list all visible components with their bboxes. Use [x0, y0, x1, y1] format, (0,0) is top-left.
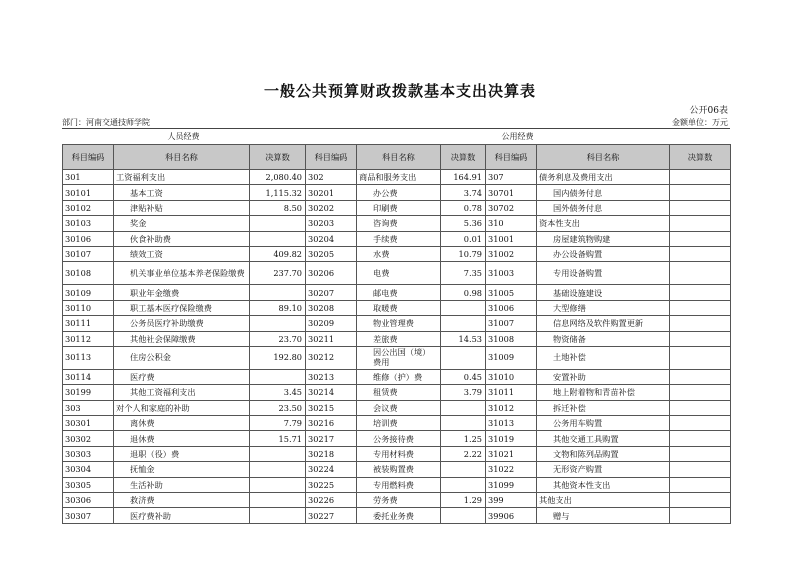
subject-name-cell: 医疗费 — [114, 369, 250, 384]
column-header: 决算数 — [250, 145, 306, 170]
table-row — [63, 493, 731, 508]
table-row — [63, 462, 731, 477]
subject-name-cell: 基本工资 — [114, 185, 250, 200]
amount-cell — [670, 285, 731, 300]
column-header: 决算数 — [441, 145, 486, 170]
subject-code-cell: 30113 — [63, 346, 114, 369]
subject-code-cell: 30209 — [306, 316, 357, 331]
amount-cell — [441, 477, 486, 492]
amount-cell — [250, 285, 306, 300]
subject-name-cell: 专用燃料费 — [357, 477, 441, 492]
table-row — [63, 400, 731, 415]
subject-code-cell: 31005 — [486, 285, 537, 300]
table-body — [63, 170, 731, 524]
subject-code-cell: 30211 — [306, 331, 357, 346]
subject-name-cell: 培训费 — [357, 416, 441, 431]
amount-cell — [670, 316, 731, 331]
column-header: 科目名称 — [357, 145, 441, 170]
subject-name-cell: 水费 — [357, 246, 441, 261]
amount-cell — [250, 508, 306, 523]
subject-code-cell: 30306 — [63, 493, 114, 508]
table-row — [63, 346, 731, 369]
subject-code-cell: 30213 — [306, 369, 357, 384]
unit-label: 金额单位：万元 — [672, 118, 728, 127]
subject-code-cell: 399 — [486, 493, 537, 508]
subject-name-cell: 公务接待费 — [357, 431, 441, 446]
subject-code-cell: 30208 — [306, 300, 357, 315]
column-header: 科目名称 — [537, 145, 670, 170]
page-title: 一般公共预算财政拨款基本支出决算表 — [263, 82, 536, 100]
amount-cell — [670, 385, 731, 400]
amount-cell — [441, 346, 486, 369]
header-rule — [62, 128, 730, 129]
subject-code-cell: 30109 — [63, 285, 114, 300]
subject-code-cell: 30702 — [486, 200, 537, 215]
table-row — [63, 508, 731, 523]
table-row — [63, 416, 731, 431]
table-row — [63, 300, 731, 315]
subject-code-cell: 30215 — [306, 400, 357, 415]
subject-code-cell: 30307 — [63, 508, 114, 523]
subject-code-cell: 30304 — [63, 462, 114, 477]
subject-code-cell: 30218 — [306, 446, 357, 461]
amount-cell — [670, 446, 731, 461]
subject-code-cell: 39906 — [486, 508, 537, 523]
subject-name-cell: 绩效工资 — [114, 246, 250, 261]
subject-code-cell: 31022 — [486, 462, 537, 477]
subject-code-cell: 30199 — [63, 385, 114, 400]
subject-name-cell: 生活补助 — [114, 477, 250, 492]
subject-name-cell: 劳务费 — [357, 493, 441, 508]
subject-name-cell: 物业管理费 — [357, 316, 441, 331]
subject-code-cell: 307 — [486, 170, 537, 185]
amount-cell — [250, 369, 306, 384]
amount-cell — [250, 462, 306, 477]
subject-code-cell: 30224 — [306, 462, 357, 477]
subject-name-cell: 国内债务付息 — [537, 185, 670, 200]
subject-code-cell: 31002 — [486, 246, 537, 261]
amount-cell: 89.10 — [250, 300, 306, 315]
amount-cell — [670, 246, 731, 261]
subject-name-cell: 津贴补贴 — [114, 200, 250, 215]
subject-code-cell: 302 — [306, 170, 357, 185]
amount-cell: 164.91 — [441, 170, 486, 185]
amount-cell — [670, 477, 731, 492]
amount-cell: 0.01 — [441, 231, 486, 246]
amount-cell — [250, 493, 306, 508]
subject-name-cell: 印刷费 — [357, 200, 441, 215]
amount-cell: 0.45 — [441, 369, 486, 384]
subject-code-cell: 30303 — [63, 446, 114, 461]
subject-name-cell: 物资储备 — [537, 331, 670, 346]
subject-code-cell: 310 — [486, 216, 537, 231]
subject-code-cell: 31006 — [486, 300, 537, 315]
amount-cell — [441, 300, 486, 315]
subject-code-cell: 31001 — [486, 231, 537, 246]
subject-code-cell: 30226 — [306, 493, 357, 508]
amount-cell — [441, 462, 486, 477]
subject-name-cell: 其他社会保障缴费 — [114, 331, 250, 346]
subject-name-cell: 土地补偿 — [537, 346, 670, 369]
amount-cell: 3.74 — [441, 185, 486, 200]
amount-cell: 10.79 — [441, 246, 486, 261]
subject-name-cell: 职工基本医疗保险缴费 — [114, 300, 250, 315]
amount-cell: 237.70 — [250, 262, 306, 285]
subject-code-cell: 30204 — [306, 231, 357, 246]
amount-cell: 7.35 — [441, 262, 486, 285]
amount-cell: 0.78 — [441, 200, 486, 215]
subject-code-cell: 30205 — [306, 246, 357, 261]
amount-cell — [670, 200, 731, 215]
column-header: 科目名称 — [114, 145, 250, 170]
subject-name-cell: 医疗费补助 — [114, 508, 250, 523]
subject-code-cell: 30701 — [486, 185, 537, 200]
table-row — [63, 477, 731, 492]
amount-cell: 5.36 — [441, 216, 486, 231]
amount-cell — [670, 508, 731, 523]
amount-cell — [670, 369, 731, 384]
subject-name-cell: 安置补助 — [537, 369, 670, 384]
subject-code-cell: 30111 — [63, 316, 114, 331]
table-row — [63, 369, 731, 384]
subject-name-cell: 救济费 — [114, 493, 250, 508]
subject-name-cell: 其他工资福利支出 — [114, 385, 250, 400]
table-row — [63, 331, 731, 346]
table-row — [63, 246, 731, 261]
subject-name-cell: 机关事业单位基本养老保险缴费 — [114, 262, 250, 285]
subject-name-cell: 文物和陈列品购置 — [537, 446, 670, 461]
amount-cell: 23.50 — [250, 400, 306, 415]
subject-name-cell: 商品和服务支出 — [357, 170, 441, 185]
column-header: 科目编码 — [486, 145, 537, 170]
subject-name-cell: 其他资本性支出 — [537, 477, 670, 492]
amount-cell: 7.79 — [250, 416, 306, 431]
amount-cell: 2.22 — [441, 446, 486, 461]
table-row — [63, 285, 731, 300]
subject-name-cell: 手续费 — [357, 231, 441, 246]
subject-code-cell: 31011 — [486, 385, 537, 400]
table-row — [63, 185, 731, 200]
amount-cell: 192.80 — [250, 346, 306, 369]
subject-code-cell: 31003 — [486, 262, 537, 285]
subject-code-cell: 30214 — [306, 385, 357, 400]
subject-name-cell: 邮电费 — [357, 285, 441, 300]
amount-cell: 409.82 — [250, 246, 306, 261]
subject-name-cell: 专用材料费 — [357, 446, 441, 461]
subject-name-cell: 地上附着物和青苗补偿 — [537, 385, 670, 400]
amount-cell — [441, 416, 486, 431]
subject-name-cell: 办公费 — [357, 185, 441, 200]
amount-cell — [670, 300, 731, 315]
subject-code-cell: 30305 — [63, 477, 114, 492]
table-header-row — [63, 145, 731, 170]
subject-name-cell: 无形资产购置 — [537, 462, 670, 477]
amount-cell — [441, 508, 486, 523]
subject-name-cell: 债务利息及费用支出 — [537, 170, 670, 185]
subject-code-cell: 303 — [63, 400, 114, 415]
amount-cell — [670, 431, 731, 446]
amount-cell — [670, 170, 731, 185]
table-row — [63, 385, 731, 400]
subject-code-cell: 31009 — [486, 346, 537, 369]
table-row — [63, 231, 731, 246]
amount-cell: 3.45 — [250, 385, 306, 400]
amount-cell: 15.71 — [250, 431, 306, 446]
amount-cell — [670, 400, 731, 415]
subject-name-cell: 公务员医疗补助缴费 — [114, 316, 250, 331]
amount-cell — [670, 331, 731, 346]
subject-name-cell: 国外债务付息 — [537, 200, 670, 215]
subject-name-cell: 资本性支出 — [537, 216, 670, 231]
subject-code-cell: 30203 — [306, 216, 357, 231]
subject-code-cell: 301 — [63, 170, 114, 185]
subject-code-cell: 30114 — [63, 369, 114, 384]
subject-name-cell: 退休费 — [114, 431, 250, 446]
column-header: 决算数 — [670, 145, 731, 170]
section-personnel-heading: 人员经费 — [167, 132, 200, 141]
subject-name-cell: 奖金 — [114, 216, 250, 231]
amount-cell: 14.53 — [441, 331, 486, 346]
subject-code-cell: 31019 — [486, 431, 537, 446]
table-row — [63, 446, 731, 461]
table-row — [63, 200, 731, 215]
subject-name-cell: 公务用车购置 — [537, 416, 670, 431]
subject-name-cell: 因公出国（境）费用 — [357, 346, 441, 369]
subject-code-cell: 30206 — [306, 262, 357, 285]
amount-cell — [670, 262, 731, 285]
subject-name-cell: 伙食补助费 — [114, 231, 250, 246]
subject-name-cell: 房屋建筑物购建 — [537, 231, 670, 246]
amount-cell — [670, 231, 731, 246]
subject-code-cell: 31012 — [486, 400, 537, 415]
subject-name-cell: 基础设施建设 — [537, 285, 670, 300]
subject-code-cell: 31021 — [486, 446, 537, 461]
subject-name-cell: 住房公积金 — [114, 346, 250, 369]
subject-code-cell: 30103 — [63, 216, 114, 231]
amount-cell: 1.25 — [441, 431, 486, 446]
amount-cell — [670, 216, 731, 231]
amount-cell: 23.70 — [250, 331, 306, 346]
subject-name-cell: 其他交通工具购置 — [537, 431, 670, 446]
column-header: 科目编码 — [63, 145, 114, 170]
subject-name-cell: 办公设备购置 — [537, 246, 670, 261]
subject-code-cell: 31010 — [486, 369, 537, 384]
amount-cell: 3.79 — [441, 385, 486, 400]
subject-code-cell: 30227 — [306, 508, 357, 523]
amount-cell — [250, 477, 306, 492]
subject-name-cell: 取暖费 — [357, 300, 441, 315]
subject-name-cell: 委托业务费 — [357, 508, 441, 523]
subject-name-cell: 大型修缮 — [537, 300, 670, 315]
form-number: 公开06表 — [689, 106, 728, 116]
subject-code-cell: 31008 — [486, 331, 537, 346]
subject-code-cell: 30106 — [63, 231, 114, 246]
amount-cell — [670, 416, 731, 431]
amount-cell — [250, 316, 306, 331]
subject-name-cell: 离休费 — [114, 416, 250, 431]
subject-code-cell: 30302 — [63, 431, 114, 446]
amount-cell: 8.50 — [250, 200, 306, 215]
subject-code-cell: 31013 — [486, 416, 537, 431]
section-public-heading: 公用经费 — [501, 132, 534, 141]
subject-name-cell: 赠与 — [537, 508, 670, 523]
subject-name-cell: 被装购置费 — [357, 462, 441, 477]
subject-name-cell: 维修（护）费 — [357, 369, 441, 384]
table-row — [63, 316, 731, 331]
table-row — [63, 431, 731, 446]
amount-cell: 1,115.32 — [250, 185, 306, 200]
amount-cell: 0.98 — [441, 285, 486, 300]
subject-name-cell: 差旅费 — [357, 331, 441, 346]
amount-cell — [670, 346, 731, 369]
subject-code-cell: 30201 — [306, 185, 357, 200]
amount-cell — [670, 185, 731, 200]
subject-name-cell: 对个人和家庭的补助 — [114, 400, 250, 415]
subject-name-cell: 退职（役）费 — [114, 446, 250, 461]
table-row — [63, 216, 731, 231]
amount-cell — [670, 493, 731, 508]
amount-cell — [250, 231, 306, 246]
table-row — [63, 170, 731, 185]
amount-cell: 2,080.40 — [250, 170, 306, 185]
subject-code-cell: 30207 — [306, 285, 357, 300]
subject-code-cell: 30225 — [306, 477, 357, 492]
subject-code-cell: 30108 — [63, 262, 114, 285]
subject-name-cell: 抚恤金 — [114, 462, 250, 477]
subject-name-cell: 电费 — [357, 262, 441, 285]
amount-cell — [441, 400, 486, 415]
department-label: 部门：河南交通技师学院 — [62, 118, 150, 127]
subject-code-cell: 30202 — [306, 200, 357, 215]
subject-code-cell: 30107 — [63, 246, 114, 261]
subject-name-cell: 工资福利支出 — [114, 170, 250, 185]
subject-name-cell: 职业年金缴费 — [114, 285, 250, 300]
subject-name-cell: 信息网络及软件购置更新 — [537, 316, 670, 331]
subject-name-cell: 其他支出 — [537, 493, 670, 508]
subject-name-cell: 专用设备购置 — [537, 262, 670, 285]
subject-name-cell: 会议费 — [357, 400, 441, 415]
subject-name-cell: 租赁费 — [357, 385, 441, 400]
subject-code-cell: 30301 — [63, 416, 114, 431]
subject-name-cell: 拆迁补偿 — [537, 400, 670, 415]
amount-cell — [250, 216, 306, 231]
subject-code-cell: 30212 — [306, 346, 357, 369]
subject-code-cell: 31099 — [486, 477, 537, 492]
table-row — [63, 262, 731, 285]
amount-cell: 1.29 — [441, 493, 486, 508]
expenditure-table — [62, 144, 731, 524]
subject-code-cell: 30102 — [63, 200, 114, 215]
subject-code-cell: 30217 — [306, 431, 357, 446]
amount-cell — [441, 316, 486, 331]
subject-code-cell: 30216 — [306, 416, 357, 431]
amount-cell — [250, 446, 306, 461]
subject-code-cell: 30112 — [63, 331, 114, 346]
subject-code-cell: 30101 — [63, 185, 114, 200]
subject-name-cell: 咨询费 — [357, 216, 441, 231]
subject-code-cell: 30110 — [63, 300, 114, 315]
amount-cell — [670, 462, 731, 477]
subject-code-cell: 31007 — [486, 316, 537, 331]
column-header: 科目编码 — [306, 145, 357, 170]
